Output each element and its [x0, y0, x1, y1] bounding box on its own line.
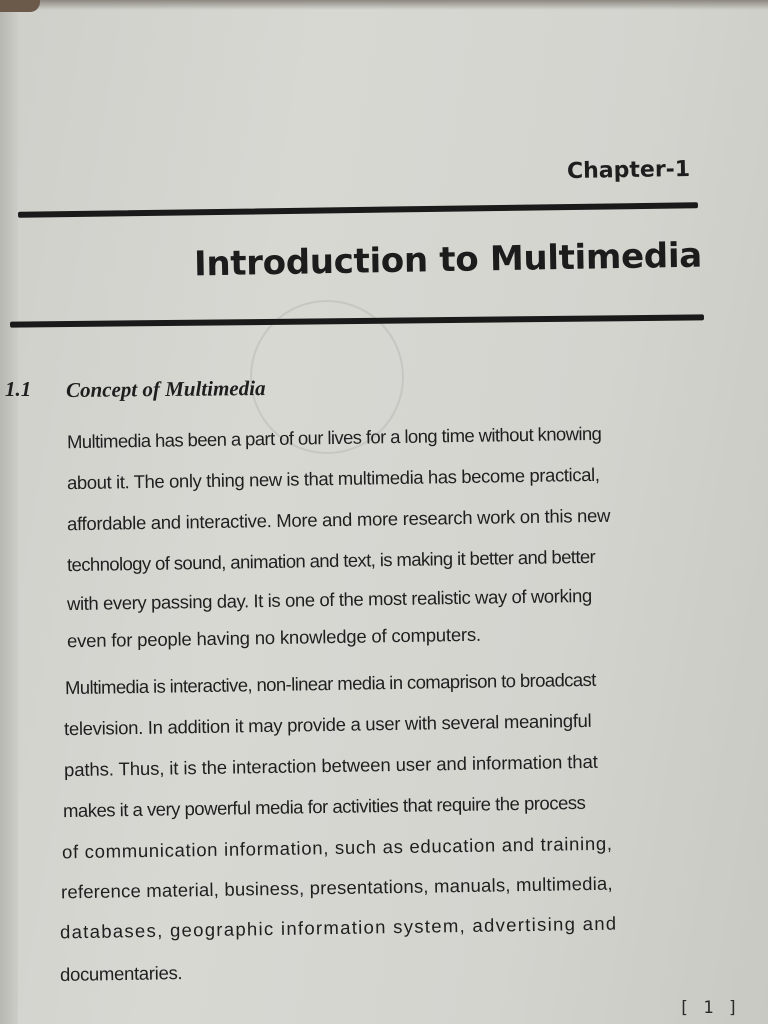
text-line: even for people having no knowledge of computers. [66, 623, 482, 652]
chapter-label: Chapter-1 [566, 156, 691, 185]
text-line: databases, geographic information system, advertising and [59, 912, 618, 943]
top-shadow [0, 0, 768, 10]
section-number: 1.1 [5, 377, 32, 401]
text-line: reference material, business, presentations, manuals, multimedia, [60, 872, 613, 903]
text-line: television. In addition it may provide a user with several meaningful [63, 709, 592, 740]
page-number: [ 1 ] [678, 998, 740, 1018]
section-title: Concept of Multimedia [65, 375, 266, 403]
text-line: affordable and interactive. More and more research work on this new [66, 504, 611, 535]
text-line: paths. Thus, it is the interaction between user and information that [63, 750, 598, 781]
text-line: Multimedia has been a part of our lives for a long time without knowing [66, 422, 602, 453]
text-line: makes it a very powerful media for activities that require the process [62, 791, 586, 822]
text-line: technology of sound, animation and text, is making it better and better [66, 545, 596, 576]
chapter-title: Introduction to Multimedia [193, 235, 703, 285]
text-line: documentaries. [59, 962, 183, 985]
page-corner [0, 0, 40, 12]
page-edge [0, 0, 18, 1024]
top-rule [18, 202, 698, 217]
text-line: about it. The only thing new is that multimedia has become practical, [66, 463, 600, 494]
text-line: Multimedia is interactive, non-linear media in comaprison to broadcast [64, 668, 596, 699]
text-line: with every passing day. It is one of the most realistic way of working [66, 584, 592, 615]
text-line: of communication information, such as education and training, [61, 832, 613, 863]
